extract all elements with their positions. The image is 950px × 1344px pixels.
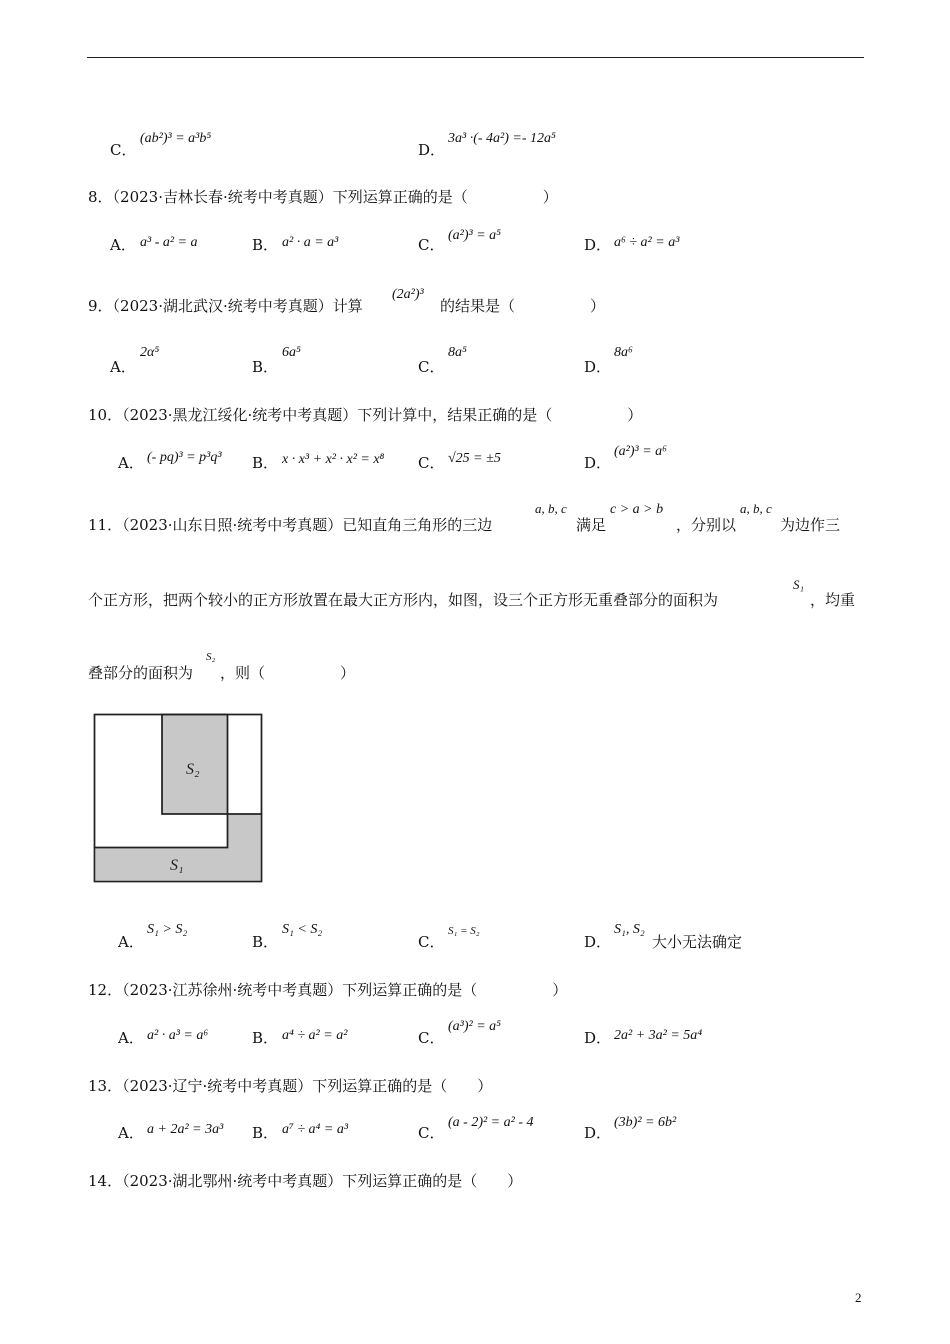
q9-option-b-label: B． — [252, 358, 279, 376]
q9-stem-expr: (2a²)³ — [392, 287, 424, 302]
q12-option-a-label: A． — [118, 1029, 144, 1047]
q8-stem: 8．（2023·吉林长春·统考中考真题）下列运算正确的是（ ） — [88, 188, 558, 206]
q10-stem: 10．（2023·黑龙江绥化·统考中考真题）下列计算中，结果正确的是（ ） — [88, 406, 643, 424]
q11-option-b-expr: S₁ < S₂ — [282, 922, 323, 937]
q11-s1-symbol: S₁ — [793, 577, 805, 592]
q11-squares-figure — [90, 710, 266, 886]
q13-option-a-label: A． — [118, 1124, 144, 1142]
q12-option-c-label: C． — [418, 1029, 445, 1047]
q13-option-a-expr: a + 2a² = 3a³ — [147, 1122, 224, 1137]
q13-option-c-expr: (a - 2)² = a² - 4 — [448, 1115, 534, 1130]
q9-option-c-label: C． — [418, 358, 445, 376]
q7-option-d-label: D． — [418, 141, 446, 159]
q11-option-d-suffix: 大小无法确定 — [652, 933, 743, 951]
q11-stem-part1: 11．（2023·山东日照·统考中考真题）已知直角三角形的三边 — [88, 516, 493, 534]
q12-option-a-expr: a² · a³ = a⁶ — [147, 1028, 209, 1043]
page-number: 2 — [855, 1290, 862, 1305]
q11-option-d-label: D． — [584, 933, 612, 951]
q8-option-b-label: B． — [252, 236, 279, 254]
q14-stem: 14．（2023·湖北鄂州·统考中考真题）下列运算正确的是（ ） — [88, 1172, 523, 1190]
q9-option-a-expr: 2α⁵ — [140, 345, 160, 360]
q13-option-d-label: D． — [584, 1124, 612, 1142]
q11-condition: c > a > b — [610, 502, 664, 517]
q11-vars2: a, b, c — [740, 501, 772, 516]
q9-stem-prefix: 9．（2023·湖北武汉·统考中考真题）计算 — [88, 297, 363, 315]
q11-line3-a: 叠部分的面积为 — [88, 664, 194, 682]
q11-line3-b: ，则（ ） — [220, 664, 356, 682]
q11-option-a-label: A． — [118, 933, 144, 951]
q12-option-c-expr: (a³)² = a⁵ — [448, 1019, 502, 1034]
q10-option-c-label: C． — [418, 454, 445, 472]
q10-option-a-expr: (- pq)³ = p³q³ — [147, 450, 222, 465]
q12-option-d-expr: 2a² + 3a² = 5a⁴ — [614, 1028, 703, 1043]
q9-option-b-expr: 6a⁵ — [282, 345, 301, 360]
q7-option-c-expr: (ab²)³ = a³b⁵ — [140, 131, 212, 146]
q8-option-d-expr: a⁶ ÷ a² = a³ — [614, 235, 680, 250]
q12-option-d-label: D． — [584, 1029, 612, 1047]
q13-option-b-expr: a⁷ ÷ a⁴ = a³ — [282, 1122, 349, 1137]
s2-label: S₂ — [186, 761, 200, 778]
q8-option-d-label: D． — [584, 236, 612, 254]
q11-stem-part4: 为边作三 — [780, 516, 841, 534]
q10-option-c-expr: √25 = ±5 — [448, 451, 501, 466]
q8-option-b-expr: a² · a = a³ — [282, 235, 339, 250]
q12-option-b-label: B． — [252, 1029, 279, 1047]
q11-line2-a: 个正方形，把两个较小的正方形放置在最大正方形内，如图，设三个正方形无重叠部分的面积为 — [88, 591, 719, 609]
q11-vars1: a, b, c — [535, 501, 567, 516]
q8-option-c-expr: (a²)³ = a⁵ — [448, 228, 502, 243]
q13-stem: 13．（2023·辽宁·统考中考真题）下列运算正确的是（ ） — [88, 1077, 493, 1095]
q11-option-c-expr: S₁ = S₂ — [448, 925, 480, 937]
q11-stem-part3: ，分别以 — [676, 516, 737, 534]
q11-option-c-label: C． — [418, 933, 445, 951]
q11-line2-b: ，均重 — [810, 591, 856, 609]
q9-option-c-expr: 8a⁵ — [448, 345, 467, 360]
q8-option-a-expr: a³ - a² = a — [140, 235, 198, 250]
q13-option-c-label: C． — [418, 1124, 445, 1142]
q10-option-d-expr: (a²)³ = a⁶ — [614, 444, 668, 459]
q11-stem-part2: 满足 — [576, 516, 607, 534]
q10-option-b-expr: x · x³ + x² · x² = x⁸ — [282, 452, 385, 467]
q13-option-d-expr: (3b)² = 6b² — [614, 1115, 677, 1130]
q9-option-d-label: D． — [584, 358, 612, 376]
q9-option-d-expr: 8a⁶ — [614, 345, 633, 360]
q11-option-b-label: B． — [252, 933, 279, 951]
q12-option-b-expr: a⁴ ÷ a² = a² — [282, 1028, 348, 1043]
q10-option-a-label: A． — [118, 454, 144, 472]
q9-stem-suffix: 的结果是（ ） — [440, 297, 606, 315]
q11-s2-symbol: S₂ — [206, 651, 216, 663]
q11-option-a-expr: S₁ > S₂ — [147, 922, 188, 937]
q8-option-a-label: A． — [110, 236, 136, 254]
q7-option-c-label: C． — [110, 141, 137, 159]
q7-option-d-expr: 3a³ ·(- 4a²) =- 12a⁵ — [448, 131, 556, 146]
q9-option-a-label: A． — [110, 358, 136, 376]
q12-stem: 12．（2023·江苏徐州·统考中考真题）下列运算正确的是（ ） — [88, 981, 568, 999]
q10-option-b-label: B． — [252, 454, 279, 472]
s1-label: S₁ — [170, 857, 184, 874]
q11-option-d-expr: S₁, S₂ — [614, 922, 645, 937]
q13-option-b-label: B． — [252, 1124, 279, 1142]
q8-option-c-label: C． — [418, 236, 445, 254]
header-rule — [87, 57, 864, 58]
q10-option-d-label: D． — [584, 454, 612, 472]
